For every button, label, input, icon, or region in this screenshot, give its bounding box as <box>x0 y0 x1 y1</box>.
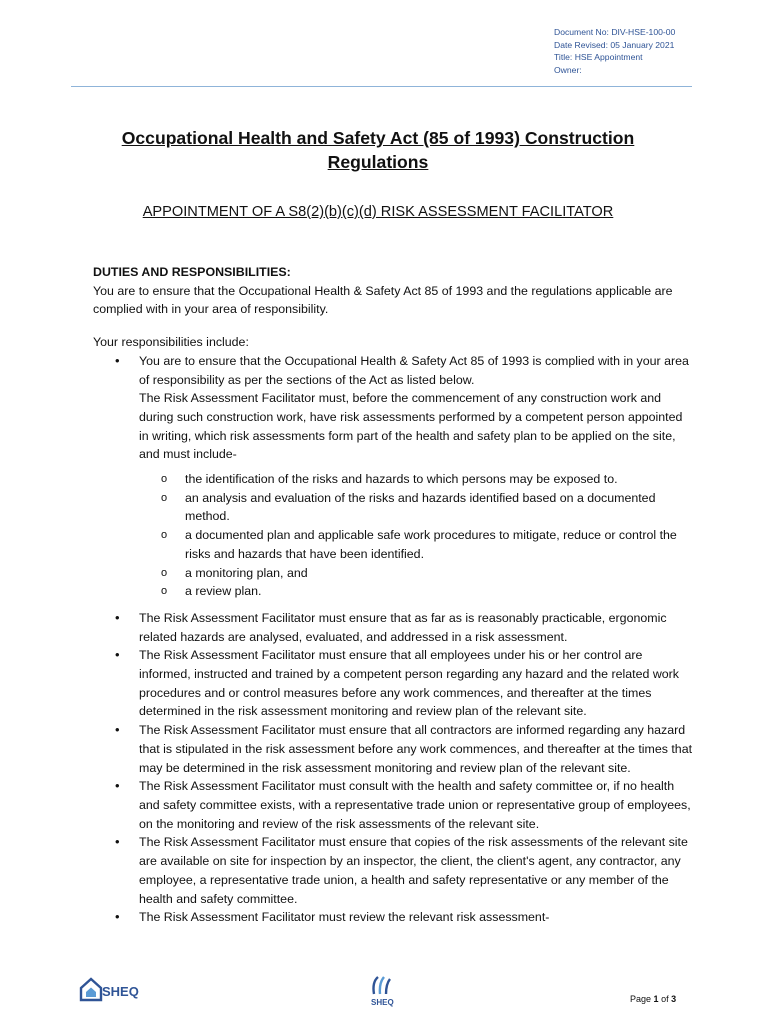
list-item <box>93 352 693 601</box>
sheq-warehouse-logo <box>78 974 140 1009</box>
responsibilities-list <box>93 352 693 927</box>
sub-list-item: o the identification of the risks and hazards to which persons may be exposed to. <box>139 470 693 489</box>
responsibilities-label: Your responsibilities include: <box>93 335 249 350</box>
sub-list-item: o a monitoring plan, and <box>139 564 693 583</box>
list-item: • The Risk Assessment Facilitator must ensure that as far as is reasonably practicable, ergonomic related hazards are analysed, evaluated, and addressed in a risk assessment. <box>93 609 693 646</box>
list-item: • The Risk Assessment Facilitator must consult with the health and safety committee or, if no health and safety committee exists, with a representative trade union or representative group of employees, on the monitoring and review of the risk assessments of the relevant site. <box>93 777 693 833</box>
list-item: • The Risk Assessment Facilitator must ensure that copies of the risk assessments of the relevant site are available on site for inspection by an inspector, the client, the client's agent, any contractor, any employee, a representative trade union, a health and safety representative or any member of the health and safety committee. <box>93 833 693 908</box>
page-number <box>630 994 676 1004</box>
page-current: 1 <box>653 994 659 1004</box>
list-item: • The Risk Assessment Facilitator must ensure that all contractors are informed regarding any hazard that is stipulated in the risk assessment before any work commences, and thereafter at the times that may be determined in the risk assessment monitoring and review plan of the relevant site. <box>93 721 693 777</box>
page-label: Page <box>630 994 652 1004</box>
list-item: • The Risk Assessment Facilitator must review the relevant risk assessment- <box>93 908 693 927</box>
left-logo-text: SHEQ <box>102 984 139 999</box>
document-owner: Owner: <box>554 64 582 75</box>
page-of: of <box>661 994 669 1004</box>
document-body <box>93 263 693 927</box>
bullet-text: The Risk Assessment Facilitator must, before the commencement of any construction work and during such construction work, have risk assessments performed by a competent person appointed in writing, which risk assessments form part of the health and safety plan to be applied on the site, and must include- <box>139 391 683 462</box>
risk-assessment-sub-list <box>139 470 693 601</box>
header-divider <box>71 86 692 87</box>
center-logo-text: SHEQ <box>371 998 394 1007</box>
date-revised: Date Revised: 05 January 2021 <box>554 39 675 50</box>
list-item: • The Risk Assessment Facilitator must ensure that all employees under his or her control are informed, instructed and trained by a competent person regarding any hazard and the related work procedures and or control measures before any work commences, and thereafter at the times determined in the risk assessment monitoring and review plan of the relevant site. <box>93 646 693 721</box>
duties-heading: DUTIES AND RESPONSIBILITIES: <box>93 265 291 279</box>
sub-list-item: o a documented plan and applicable safe work procedures to mitigate, reduce or control the risks and hazards that have been identified. <box>139 526 693 563</box>
bullet-text: • You are to ensure that the Occupational Health & Safety Act 85 of 1993 is complied with in your area of responsibility as per the sections of the Act as listed below. <box>139 353 689 387</box>
sub-list-item: o an analysis and evaluation of the risks and hazards identified based on a documented method. <box>139 489 693 526</box>
page-total: 3 <box>671 994 677 1004</box>
document-title-meta: Title: HSE Appointment <box>554 52 643 63</box>
duties-intro: You are to ensure that the Occupational Health & Safety Act 85 of 1993 and the regulations applicable are complied with in your area of responsibility. <box>93 283 673 317</box>
document-meta <box>554 26 675 76</box>
sheq-logo <box>368 974 396 1013</box>
page-title: Occupational Health and Safety Act (85 of 1993) Construction Regulations <box>121 128 635 172</box>
document-number: Document No: DIV-HSE-100-00 <box>554 27 676 37</box>
sub-list-item: o a review plan. <box>139 582 693 601</box>
page-subtitle: APPOINTMENT OF A S8(2)(b)(c)(d) RISK ASSESSMENT FACILITATOR <box>142 204 614 220</box>
